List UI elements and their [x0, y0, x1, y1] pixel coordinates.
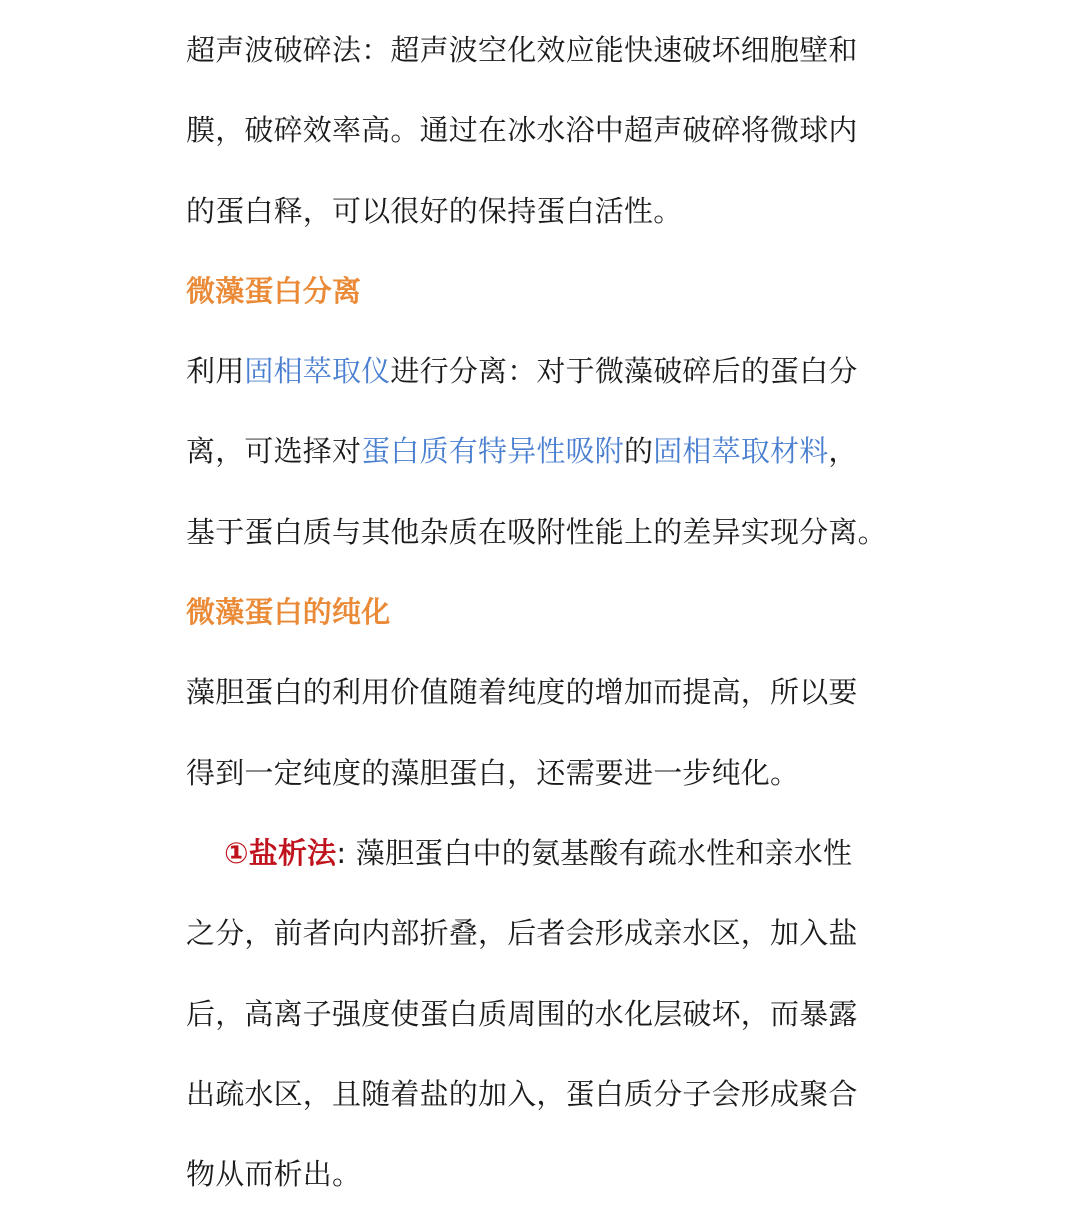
- paragraph-line: 藻胆蛋白的利用价值随着纯度的增加而提高，所以要: [186, 675, 858, 710]
- paragraph-line: [186, 331, 926, 411]
- section-heading-separation: 微藻蛋白分离: [186, 273, 362, 308]
- article-body: [186, 10, 926, 1214]
- link-solid-phase-extractor[interactable]: 固相萃取仪: [244, 354, 391, 389]
- paragraph-line: [186, 411, 926, 491]
- paragraph-line: 得到一定纯度的藻胆蛋白，还需要进一步纯化。: [186, 755, 800, 790]
- link-solid-phase-material[interactable]: 固相萃取材料: [653, 434, 829, 469]
- link-specific-adsorption[interactable]: 蛋白质有特异性吸附: [361, 434, 625, 469]
- text-span: :: [336, 835, 356, 870]
- paragraph-line: 的蛋白释，可以很好的保持蛋白活性。: [186, 193, 683, 228]
- text-span: 进行分离：对于微藻破碎后的蛋白分: [390, 354, 858, 389]
- section-heading-purification: 微藻蛋白的纯化: [186, 595, 391, 630]
- text-span: 的: [624, 434, 654, 469]
- paragraph-line: [186, 813, 926, 893]
- text-span: ，: [828, 434, 858, 469]
- paragraph-line: 之分，前者向内部折叠，后者会形成亲水区，加入盐: [186, 916, 858, 951]
- paragraph-line: 膜，破碎效率高。通过在冰水浴中超声破碎将微球内: [186, 113, 858, 148]
- method-label-salting-out: ①盐析法: [224, 835, 337, 870]
- paragraph-line: 出疏水区，且随着盐的加入，蛋白质分子会形成聚合: [186, 1076, 858, 1111]
- text-span: 利用: [186, 354, 245, 389]
- paragraph-line: 超声波破碎法：超声波空化效应能快速破坏细胞壁和: [186, 33, 858, 67]
- paragraph-line: 基于蛋白质与其他杂质在吸附性能上的差异实现分离。: [186, 514, 887, 549]
- text-span: 藻胆蛋白中的氨基酸有疏水性和亲水性: [355, 835, 853, 870]
- text-span: 离，可选择对: [186, 434, 362, 469]
- paragraph-line: 后，高离子强度使蛋白质周围的水化层破坏，而暴露: [186, 996, 858, 1031]
- paragraph-line: 物从而析出。: [186, 1157, 362, 1192]
